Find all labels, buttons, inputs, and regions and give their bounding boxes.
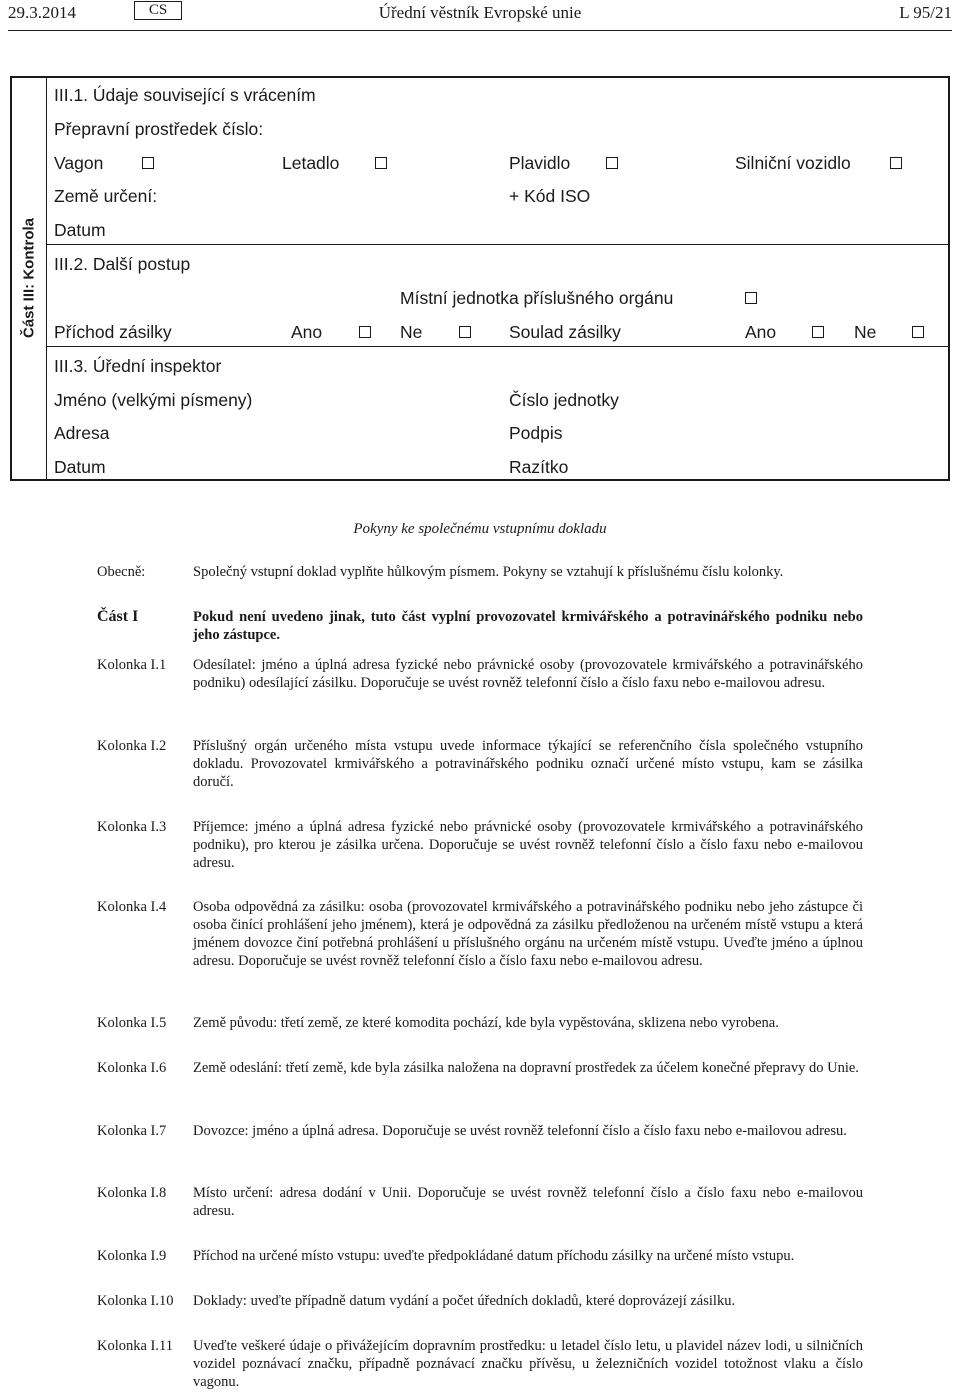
conformity-no-checkbox[interactable]	[912, 326, 924, 338]
iso-code-label: + Kód ISO	[509, 186, 591, 206]
box-label: Kolonka I.3	[97, 819, 167, 835]
vessel-checkbox[interactable]	[606, 157, 618, 169]
box-label: Kolonka I.6	[97, 1060, 167, 1076]
destination-country-label: Země určení:	[54, 186, 158, 206]
section-divider	[46, 346, 948, 347]
box-label: Kolonka I.1	[97, 657, 167, 673]
header-rule	[8, 30, 952, 31]
box-label: Kolonka I.9	[97, 1248, 167, 1264]
returns-date-label: Datum	[54, 220, 106, 240]
option-aircraft-label: Letadlo	[282, 153, 340, 173]
option-vessel-label: Plavidlo	[509, 153, 571, 173]
box-text: Příjemce: jméno a úplná adresa fyzické nebo právnické osoby (provozovatele krmivářského a potravinářského podniku), pro kterou je zásilka určena. Doporučuje se uvést rovněž telefonní číslo a číslo faxu nebo e-mailovou adresu.	[193, 819, 863, 871]
conformity-label: Soulad zásilky	[509, 322, 621, 342]
conformity-yes-label: Ano	[745, 322, 777, 342]
general-label: Obecně:	[97, 564, 146, 580]
conformity-no-label: Ne	[854, 322, 877, 342]
option-wagon-label: Vagon	[54, 153, 104, 173]
part-text: Pokud není uvedeno jinak, tuto část vyplní provozovatel krmivářského a potravinářského podniku nebo jeho zástupce.	[193, 609, 863, 643]
journal-title: Úřední věstník Evropské unie	[378, 3, 582, 22]
page-header	[0, 0, 960, 32]
instructions-title: Pokyny ke společnému vstupnímu dokladu	[353, 521, 607, 537]
section-returns-title: III.1. Údaje související s vrácením	[54, 85, 316, 105]
box-label: Kolonka I.8	[97, 1185, 167, 1201]
language-badge: CS	[134, 1, 182, 20]
section-inspector-title: III.3. Úřední inspektor	[54, 356, 222, 376]
option-road-vehicle-label: Silniční vozidlo	[735, 153, 851, 173]
section-divider	[46, 244, 948, 245]
header-date: 29.3.2014	[8, 3, 76, 22]
box-label: Kolonka I.5	[97, 1015, 167, 1031]
signature-label: Podpis	[509, 423, 563, 443]
box-text: Odesílatel: jméno a úplná adresa fyzické nebo právnické osoby (provozovatele krmivářského a potravinářského podniku) odesílající zásilku. Doporučuje se uvést rovněž telefonní číslo a číslo faxu nebo e-mailovou adresu.	[193, 657, 863, 691]
box-label: Kolonka I.2	[97, 738, 167, 754]
page-number: L 95/21	[899, 3, 952, 22]
box-label: Kolonka I.10	[97, 1293, 174, 1309]
stamp-label: Razítko	[509, 457, 569, 477]
box-label: Kolonka I.4	[97, 899, 167, 915]
arrival-no-label: Ne	[400, 322, 423, 342]
wagon-checkbox[interactable]	[142, 157, 154, 169]
transport-label: Přepravní prostředek číslo:	[54, 119, 264, 139]
part-label: Část I	[97, 608, 139, 625]
inspector-date-label: Datum	[54, 457, 106, 477]
aircraft-checkbox[interactable]	[375, 157, 387, 169]
general-text: Společný vstupní doklad vyplňte hůlkovým písmem. Pokyny se vztahují k příslušnému číslu kolonky.	[193, 564, 784, 580]
arrival-label: Příchod zásilky	[54, 322, 172, 342]
conformity-yes-checkbox[interactable]	[812, 326, 824, 338]
local-unit-checkbox[interactable]	[745, 292, 757, 304]
section-further-title: III.2. Další postup	[54, 254, 191, 274]
address-label: Adresa	[54, 423, 110, 443]
control-form	[10, 76, 950, 481]
local-unit-label: Místní jednotka příslušného orgánu	[400, 288, 674, 308]
road-vehicle-checkbox[interactable]	[890, 157, 902, 169]
arrival-no-checkbox[interactable]	[459, 326, 471, 338]
side-label-column	[12, 78, 47, 479]
unit-number-label: Číslo jednotky	[509, 390, 619, 410]
box-text: Uveďte veškeré údaje o přivážejícím dopravním prostředku: u letadel číslo letu, u plavidel název lodi, u silničních vozidel poznávací značku, případně poznávací značku přívěsu, u železničních vozidel totožnost vlaku a číslo vagonu.	[193, 1338, 863, 1390]
box-text: Dovozce: jméno a úplná adresa. Doporučuje se uvést rovněž telefonní číslo a číslo faxu nebo e-mailovou adresu.	[193, 1123, 847, 1139]
box-text: Příchod na určené místo vstupu: uveďte předpokládané datum příchodu zásilky na určené místo vstupu.	[193, 1248, 795, 1264]
arrival-yes-checkbox[interactable]	[359, 326, 371, 338]
box-text: Země odeslání: třetí země, kde byla zásilka naložena na dopravní prostředek za účelem konečné přepravy do Unie.	[193, 1060, 859, 1076]
box-label: Kolonka I.7	[97, 1123, 167, 1139]
name-label: Jméno (velkými písmeny)	[54, 390, 253, 410]
box-text: Příslušný orgán určeného místa vstupu uvede informace týkající se referenčního čísla společného vstupního dokladu. Provozovatel krmivářského a potravinářského podniku označí určené místo vstupu, kam se zásilka doručí.	[193, 738, 863, 790]
box-label: Kolonka I.11	[97, 1338, 173, 1354]
box-text: Země původu: třetí země, ze které komodita pochází, kde byla vypěstována, sklizena nebo vyrobena.	[193, 1015, 779, 1031]
arrival-yes-label: Ano	[291, 322, 323, 342]
box-text: Doklady: uveďte případně datum vydání a počet úředních dokladů, které doprovázejí zásilku.	[193, 1293, 736, 1309]
box-text: Místo určení: adresa dodání v Unii. Doporučuje se uvést rovněž telefonní číslo a číslo faxu nebo e-mailovou adresu.	[193, 1185, 863, 1219]
side-label: Část III: Kontrola	[20, 217, 38, 339]
box-text: Osoba odpovědná za zásilku: osoba (provozovatel krmivářského a potravinářského podniku nebo jeho zástupce či osoba činící prohlášení jeho jménem), která je odpovědná za zásilku předloženou na určeném místě vstupu a která jménem dovozce činí potřebná prohlášení u příslušného orgánu na určeném místě vstupu. Uveďte jméno a úplnou adresu. Doporučuje se uvést rovněž telefonní číslo a číslo faxu nebo e-mailovou adresu.	[193, 899, 863, 969]
